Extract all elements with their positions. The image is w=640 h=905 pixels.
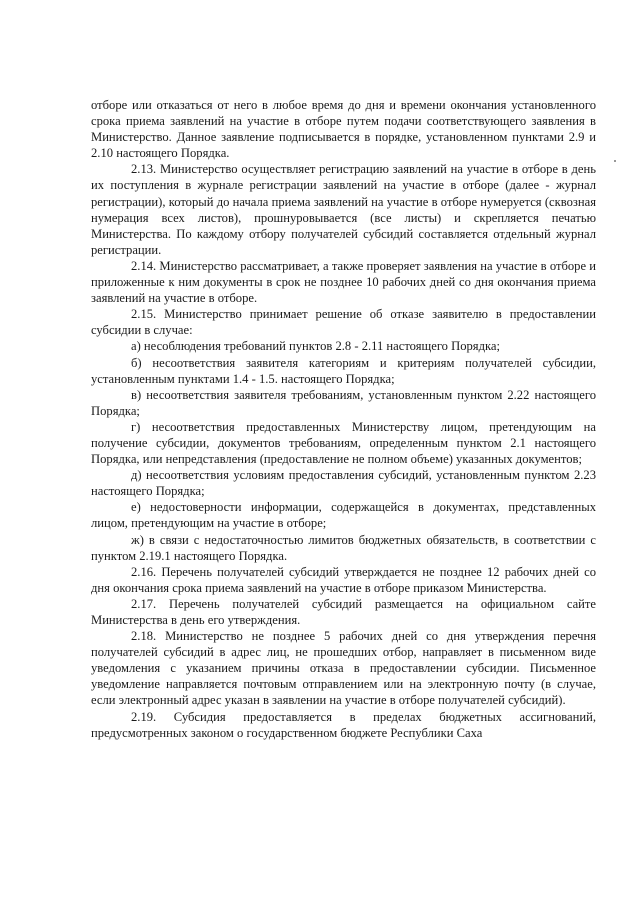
paragraph-2-18: 2.18. Министерство не позднее 5 рабочих дней со дня утверждения перечня получателей субсидий в адрес лиц, не прошедших отбор, направляет в письменном виде уведомления с указанием причины отказа в предоставлении субсидии. Письменное уведомление направляется почтовым отправлением или на электронную почту (в случае, если электронный адрес указан в заявлении на участие в отборе получателей субсидий). [91, 629, 596, 708]
paragraph-2-19: 2.19. Субсидия предоставляется в пределах бюджетных ассигнований, предусмотренных законом о государственном бюджете Республики Саха [91, 709, 596, 740]
paragraph-2-15-v: в) несоответствия заявителя требованиям, установленным пунктом 2.22 настоящего Порядка; [91, 387, 596, 418]
paragraph-2-15-b: б) несоответствия заявителя категориям и критериям получателей субсидии, установленным пунктами 1.4 - 1.5. настоящего Порядка; [91, 355, 596, 386]
paragraph-2-13: 2.13. Министерство осуществляет регистрацию заявлений на участие в отборе в день их поступления в журнале регистрации заявлений на участие в отборе (далее - журнал регистрации), который до начала приема заявлений на участие в отборе нумеруется (сквозная нумерация всех листов), прошнуровывается (все листы) и скрепляется печатью Министерства. По каждому отбору получателей субсидий составляется отдельный журнал регистрации. [91, 162, 596, 257]
document-body [91, 97, 596, 741]
paragraph-2-15-d: д) несоответствия условиям предоставления субсидий, установленным пунктом 2.23 настоящего Порядка; [91, 468, 596, 499]
paragraph-2-14: 2.14. Министерство рассматривает, а также проверяет заявления на участие в отборе и приложенные к ним документы в срок не позднее 10 рабочих дней со дня окончания приема заявлений на участие в отборе. [91, 258, 596, 306]
paragraph-2-16: 2.16. Перечень получателей субсидий утверждается не позднее 12 рабочих дней со дня окончания срока приема заявлений на участие в отборе приказом Министерства. [91, 564, 596, 595]
paragraph-continuation: отборе или отказаться от него в любое время до дня и времени окончания установленного срока приема заявлений на участие в отборе путем подачи соответствующего заявления в Министерство. Данное заявление подписывается в порядке, установленном пунктами 2.9 и 2.10 настоящего Порядка. [91, 98, 596, 161]
paragraph-2-15-zh: ж) в связи с недостаточностью лимитов бюджетных обязательств, в соответствии с пунктом 2.19.1 настоящего Порядка. [91, 532, 596, 563]
margin-mark [614, 160, 616, 162]
paragraph-2-15-g: г) несоответствия предоставленных Министерству лицом, претендующим на получение субсидии, документов требованиям, определенным пунктом 2.1 настоящего Порядка, или непредставления (предоставление не полном объеме) указанных документов; [91, 419, 596, 467]
paragraph-2-15-a: а) несоблюдения требований пунктов 2.8 - 2.11 настоящего Порядка; [131, 339, 501, 354]
paragraph-2-17: 2.17. Перечень получателей субсидий размещается на официальном сайте Министерства в день его утверждения. [91, 596, 596, 627]
paragraph-2-15: 2.15. Министерство принимает решение об отказе заявителю в предоставлении субсидии в случае: [91, 307, 596, 338]
paragraph-2-15-e: е) недостоверности информации, содержащейся в документах, представленных лицом, претендующим на участие в отборе; [91, 500, 596, 531]
